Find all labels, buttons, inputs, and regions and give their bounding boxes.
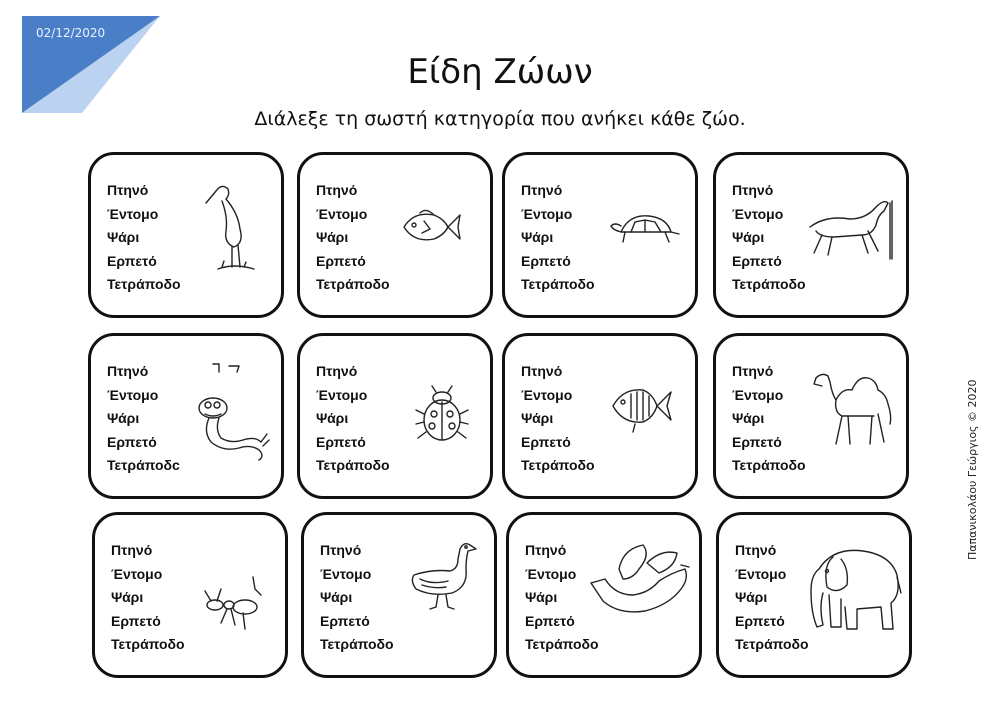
option-quadruped[interactable]: Τετράποδο xyxy=(316,276,390,292)
option-reptile[interactable]: Ερπετό xyxy=(316,433,366,450)
option-fish[interactable]: Ψάρι xyxy=(732,410,765,426)
option-quadruped[interactable]: Τετράποδο xyxy=(320,636,394,652)
animal-card-goose xyxy=(301,512,497,678)
option-fish[interactable]: Ψάρι xyxy=(521,410,554,426)
horse-icon xyxy=(806,197,894,263)
option-reptile[interactable]: Ερπετό xyxy=(107,252,157,269)
fish-icon xyxy=(609,380,673,434)
option-quadruped[interactable]: Τετράποδο xyxy=(107,276,181,292)
option-bird[interactable]: Πτηνό xyxy=(732,182,774,198)
option-insect[interactable]: Έντομο xyxy=(521,386,573,403)
instructions: Διάλεξε τη σωστή κατηγορία που ανήκει κάθε ζώο. xyxy=(254,108,746,130)
option-quadruped[interactable]: Τετράποδο xyxy=(735,636,809,652)
option-fish[interactable]: Ψάρι xyxy=(107,229,140,245)
option-fish[interactable]: Ψάρι xyxy=(732,229,765,245)
option-bird[interactable]: Πτηνό xyxy=(316,182,358,198)
option-bird[interactable]: Πτηνό xyxy=(107,182,149,198)
option-quadruped[interactable]: Τετράποδο xyxy=(521,457,595,473)
option-bird[interactable]: Πτηνό xyxy=(732,363,774,379)
option-fish[interactable]: Ψάρι xyxy=(525,589,558,605)
ant-icon xyxy=(199,575,267,635)
option-fish[interactable]: Ψάρι xyxy=(111,589,144,605)
option-quadruped[interactable]: Τετράποδο xyxy=(732,276,806,292)
option-fish[interactable]: Ψάρι xyxy=(107,410,140,426)
animal-card-ladybug xyxy=(297,333,493,499)
option-bird[interactable]: Πτηνό xyxy=(521,182,563,198)
option-fish[interactable]: Ψάρι xyxy=(735,589,768,605)
option-bird[interactable]: Πτηνό xyxy=(316,363,358,379)
option-bird[interactable]: Πτηνό xyxy=(320,542,362,558)
option-fish[interactable]: Ψάρι xyxy=(521,229,554,245)
option-reptile[interactable]: Ερπετό xyxy=(521,433,571,450)
option-quadruped[interactable]: Τετράποδο xyxy=(111,636,185,652)
fish-icon xyxy=(400,207,462,247)
elephant-icon xyxy=(799,541,903,637)
dove-icon xyxy=(589,539,693,615)
animal-card-snake xyxy=(88,333,284,499)
snake-icon xyxy=(195,360,271,464)
option-bird[interactable]: Πτηνό xyxy=(107,363,149,379)
animal-card-turtle xyxy=(502,152,698,318)
option-insect[interactable]: Έντομο xyxy=(316,205,368,222)
goose-icon xyxy=(408,539,478,613)
option-insect[interactable]: Έντομο xyxy=(521,205,573,222)
option-reptile[interactable]: Ερπετό xyxy=(732,252,782,269)
option-reptile[interactable]: Ερπετό xyxy=(732,433,782,450)
option-insect[interactable]: Έντομο xyxy=(111,565,163,582)
option-bird[interactable]: Πτηνό xyxy=(735,542,777,558)
ladybug-icon xyxy=(414,384,470,446)
date-label: 02/12/2020 xyxy=(36,26,106,40)
option-bird[interactable]: Πτηνό xyxy=(111,542,153,558)
option-fish[interactable]: Ψάρι xyxy=(316,229,349,245)
option-insect[interactable]: Έντομο xyxy=(107,386,159,403)
option-insect[interactable]: Έντομο xyxy=(732,386,784,403)
animal-card-heron xyxy=(88,152,284,318)
option-insect[interactable]: Έντομο xyxy=(525,565,577,582)
heron-icon xyxy=(204,181,264,276)
option-reptile[interactable]: Ερπετό xyxy=(525,612,575,629)
animal-card-dove xyxy=(506,512,702,678)
page-title: Είδη Ζώων xyxy=(407,52,593,92)
option-insect[interactable]: Έντομο xyxy=(735,565,787,582)
option-reptile[interactable]: Ερπετό xyxy=(111,612,161,629)
animal-card-fish xyxy=(297,152,493,318)
option-bird[interactable]: Πτηνό xyxy=(521,363,563,379)
option-reptile[interactable]: Ερπετό xyxy=(320,612,370,629)
turtle-icon xyxy=(609,210,681,250)
option-reptile[interactable]: Ερπετό xyxy=(735,612,785,629)
animal-card-elephant xyxy=(716,512,912,678)
animal-card-ant xyxy=(92,512,288,678)
option-quadruped[interactable]: Τετράποδο xyxy=(316,457,390,473)
option-quadruped[interactable]: Τετράποδο xyxy=(732,457,806,473)
option-reptile[interactable]: Ερπετό xyxy=(316,252,366,269)
option-fish[interactable]: Ψάρι xyxy=(320,589,353,605)
option-insect[interactable]: Έντομο xyxy=(107,205,159,222)
option-fish[interactable]: Ψάρι xyxy=(316,410,349,426)
animal-card-fish-2 xyxy=(502,333,698,499)
option-quadruped[interactable]: Τετράποδο xyxy=(525,636,599,652)
option-insect[interactable]: Έντομο xyxy=(316,386,368,403)
option-quadruped[interactable]: Τετράποδc xyxy=(107,457,180,473)
animal-card-camel xyxy=(713,333,909,499)
option-insect[interactable]: Έντομο xyxy=(732,205,784,222)
option-quadruped[interactable]: Τετράποδο xyxy=(521,276,595,292)
option-insect[interactable]: Έντομο xyxy=(320,565,372,582)
camel-icon xyxy=(812,368,896,450)
option-reptile[interactable]: Ερπετό xyxy=(521,252,571,269)
option-bird[interactable]: Πτηνό xyxy=(525,542,567,558)
animal-card-horse xyxy=(713,152,909,318)
author-credit: Παπανικολάου Γεώργιος © 2020 xyxy=(966,379,979,560)
option-reptile[interactable]: Ερπετό xyxy=(107,433,157,450)
